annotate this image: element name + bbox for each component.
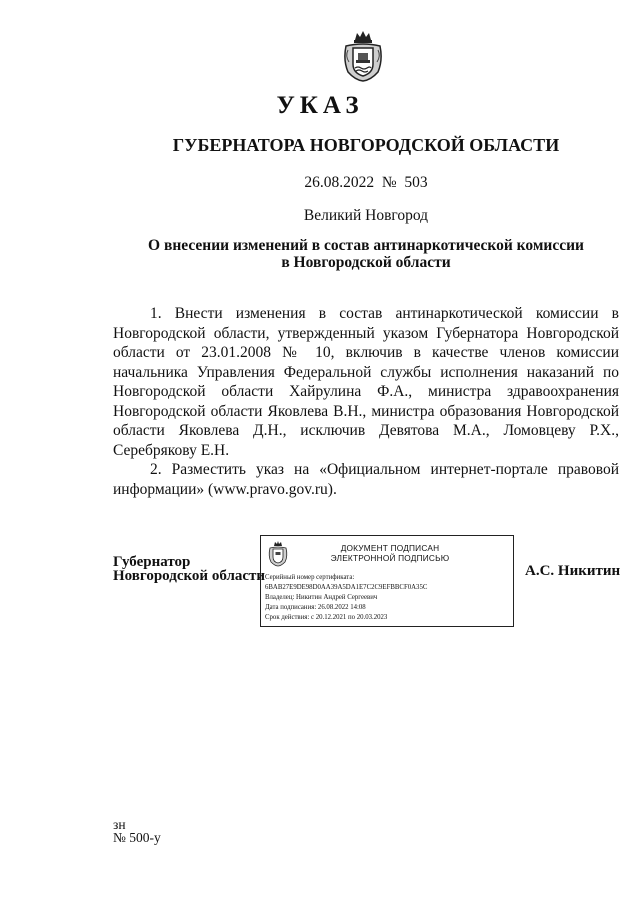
paragraph-1: 1. Внести изменения в состав антинаркотической комиссии в Новгородской области, утвержденный указом Губернатора Новгородской области от 23.01.2008 № 10, включив в качестве членов комиссии начальника Управления Федеральной службы исполнения наказаний по Новгородской области Хайрулина Ф.А., министра здравоохранения Новгородской области Яковлева В.Н., министра образования Новгородской области Яковлева Д.Н., исключив Девятова М.А., Ломовцеву Р.Х., Серебрякову Е.Н. — [113, 305, 619, 459]
heading-line-2: в Новгородской области — [281, 254, 451, 271]
electronic-signature-stamp — [260, 535, 514, 627]
signed-date: Дата подписания: 26.08.2022 14:08 — [265, 604, 366, 611]
heading-line-1: О внесении изменений в состав антинаркотической комиссии — [148, 237, 584, 254]
stamp-title-line-2: ЭЛЕКТРОННОЙ ПОДПИСЬЮ — [330, 553, 450, 563]
signer-position — [113, 555, 265, 583]
cert-validity: Срок действия: с 20.12.2021 по 20.03.2023 — [265, 614, 388, 621]
cert-number: 6BAB27E9DE98D0AA39A5DA1E7C2C9EFBBCF0A35C — [265, 584, 428, 591]
stamp-coat-of-arms-icon — [267, 541, 289, 567]
date-and-number: 26.08.2022 № 503 — [304, 174, 428, 191]
stamp-title — [295, 543, 485, 563]
city: Великий Новгород — [303, 207, 429, 224]
signer-name: А.С. Никитин — [525, 563, 621, 579]
document-heading — [113, 237, 619, 271]
stamp-details — [265, 573, 511, 623]
document-body — [113, 304, 619, 499]
paragraph-2: 2. Разместить указ на «Официальном интернет-портале правовой информации» (www.pravo.gov.ru). — [113, 461, 619, 498]
footer-registration — [113, 818, 161, 844]
signer-line-1: Губернатор — [113, 554, 191, 570]
footer-line-2: № 500-у — [113, 830, 161, 845]
cert-owner: Владелец: Никитин Андрей Сергеевич — [265, 594, 378, 601]
issuer-title: ГУБЕРНАТОРА НОВГОРОДСКОЙ ОБЛАСТИ — [172, 135, 560, 155]
document-title: УКАЗ — [276, 92, 364, 119]
cert-label: Серийный номер сертификата: — [265, 574, 355, 581]
footer-line-1: зн — [113, 817, 126, 832]
signer-line-2: Новгородской области — [113, 568, 266, 584]
coat-of-arms-icon — [340, 30, 386, 82]
stamp-title-line-1: ДОКУМЕНТ ПОДПИСАН — [340, 543, 440, 553]
